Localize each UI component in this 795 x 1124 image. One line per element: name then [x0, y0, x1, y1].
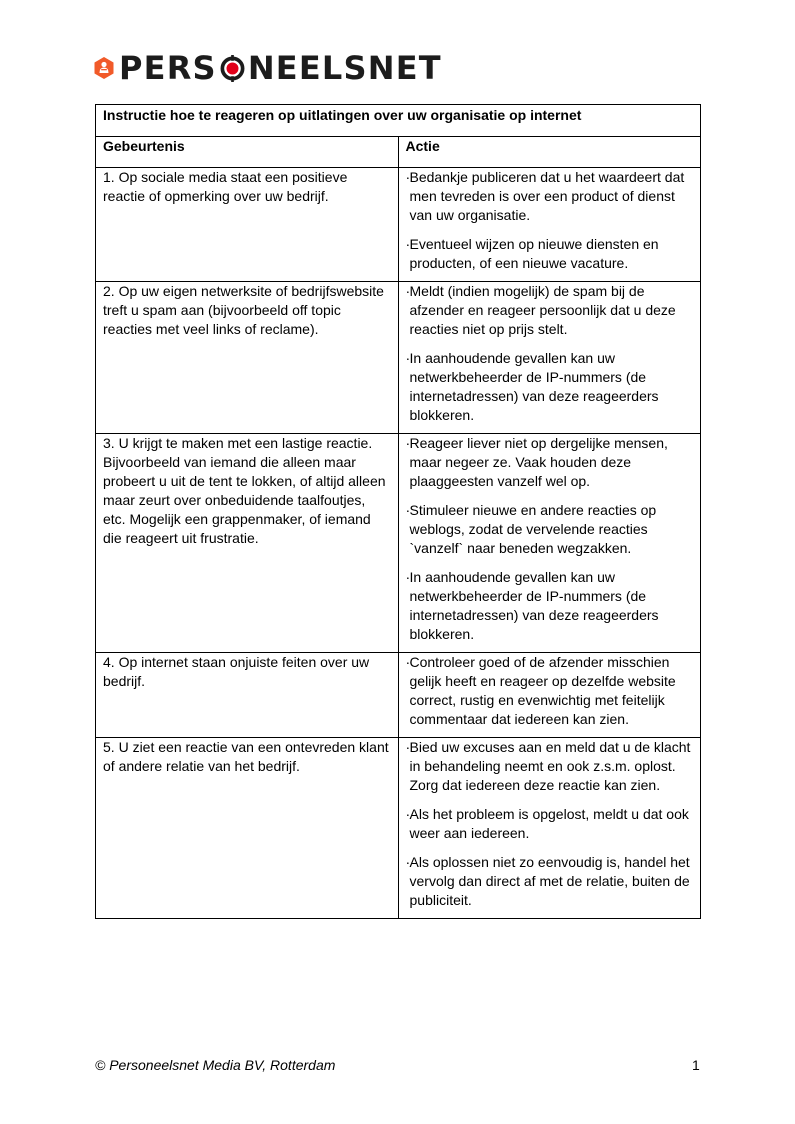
table-title-row: [96, 105, 701, 137]
person-hexagon-icon: [93, 57, 115, 79]
action-text: Als oplossen niet zo eenvoudig is, handel het vervolg dan direct af met de relatie, buiten de publiciteit.: [409, 854, 690, 908]
event-cell: [96, 168, 399, 282]
bullet-dot: ·: [405, 350, 411, 366]
bullet-dot: ·: [405, 435, 411, 451]
table-row: [96, 168, 701, 282]
column-header-event: Gebeurtenis: [96, 137, 399, 168]
action-item: [406, 434, 695, 491]
bullet-dot: ·: [405, 654, 411, 670]
action-item: [406, 805, 695, 843]
action-item: [406, 168, 695, 225]
action-item: [406, 282, 695, 339]
action-item: [406, 568, 695, 644]
table-row: [96, 738, 701, 919]
action-text: Eventueel wijzen op nieuwe diensten en producten, of een nieuwe vacature.: [409, 236, 659, 271]
action-item: [406, 853, 695, 910]
event-text: 5. U ziet een reactie van een ontevreden klant of andere relatie van het bedrijf.: [103, 739, 389, 774]
column-header-action: Actie: [398, 137, 701, 168]
instruction-table: [95, 104, 701, 919]
bullet-dot: ·: [405, 806, 411, 822]
bullet-dot: ·: [405, 169, 411, 185]
table-title: Instructie hoe te reageren op uitlatingen over uw organisatie op internet: [96, 105, 701, 137]
action-item: [406, 501, 695, 558]
event-text: 4. Op internet staan onjuiste feiten over uw bedrijf.: [103, 654, 370, 689]
footer-copyright: © Personeelsnet Media BV, Rotterdam: [95, 1057, 336, 1073]
bullet-dot: ·: [405, 283, 411, 299]
action-item: [406, 653, 695, 729]
action-item: [406, 738, 695, 795]
event-cell: [96, 738, 399, 919]
event-text: 1. Op sociale media staat een positieve reactie of opmerking over uw bedrijf.: [103, 169, 348, 204]
logo: [93, 50, 442, 86]
logo-text-start: PERS: [119, 49, 217, 87]
event-cell: [96, 434, 399, 653]
action-text: Reageer liever niet op dergelijke mensen, maar negeer ze. Vaak houden deze plaaggeesten vanzelf wel op.: [409, 435, 668, 489]
bullet-dot: ·: [405, 502, 411, 518]
crosshair-target-icon: [219, 55, 246, 82]
page-number: 1: [692, 1057, 700, 1073]
action-item: [406, 235, 695, 273]
action-text: Controleer goed of de afzender misschien gelijk heeft en reageer op dezelfde website correct, rustig en evenwichtig met feitelijk commentaar dat iedereen kan zien.: [409, 654, 676, 727]
event-cell: [96, 282, 399, 434]
action-text: Als het probleem is opgelost, meldt u dat ook weer aan iedereen.: [409, 806, 689, 841]
logo-text-end: NEELSNET: [247, 49, 442, 87]
action-text: In aanhoudende gevallen kan uw netwerkbeheerder de IP-nummers (de internetadressen) van deze reageerders blokkeren.: [409, 569, 659, 642]
bullet-dot: ·: [405, 236, 411, 252]
table-header-row: [96, 137, 701, 168]
event-text: 3. U krijgt te maken met een lastige reactie. Bijvoorbeeld van iemand die alleen maar probeert u uit de tent te lokken, of altijd alleen maar zeurt over onbeduidende taalfoutjes, etc. Mogelijk een grappenmaker, of iemand die reageert uit frustratie.: [103, 435, 386, 546]
action-text: Bedankje publiceren dat u het waardeert dat men tevreden is over een product of dienst van uw organisatie.: [409, 169, 685, 223]
logo-wordmark: [119, 50, 442, 86]
action-text: Stimuleer nieuwe en andere reacties op weblogs, zodat de vervelende reacties `vanzelf` naar beneden wegzakken.: [409, 502, 657, 556]
action-cell: [398, 653, 701, 738]
action-item: [406, 349, 695, 425]
bullet-dot: ·: [405, 739, 411, 755]
action-text: In aanhoudende gevallen kan uw netwerkbeheerder de IP-nummers (de internetadressen) van deze reageerders blokkeren.: [409, 350, 659, 423]
action-text: Bied uw excuses aan en meld dat u de klacht in behandeling neemt en ook z.s.m. oplost. Zorg dat iedereen deze reactie kan zien.: [409, 739, 691, 793]
action-text: Meldt (indien mogelijk) de spam bij de afzender en reageer persoonlijk dat u deze reacties niet op prijs stelt.: [409, 283, 676, 337]
action-cell: [398, 168, 701, 282]
event-text: 2. Op uw eigen netwerksite of bedrijfswebsite treft u spam aan (bijvoorbeeld off topic reacties met veel links of reclame).: [103, 283, 384, 337]
bullet-dot: ·: [405, 569, 411, 585]
bullet-dot: ·: [405, 854, 411, 870]
event-cell: [96, 653, 399, 738]
table-row: [96, 434, 701, 653]
table-row: [96, 282, 701, 434]
table-row: [96, 653, 701, 738]
action-cell: [398, 738, 701, 919]
action-cell: [398, 282, 701, 434]
action-cell: [398, 434, 701, 653]
